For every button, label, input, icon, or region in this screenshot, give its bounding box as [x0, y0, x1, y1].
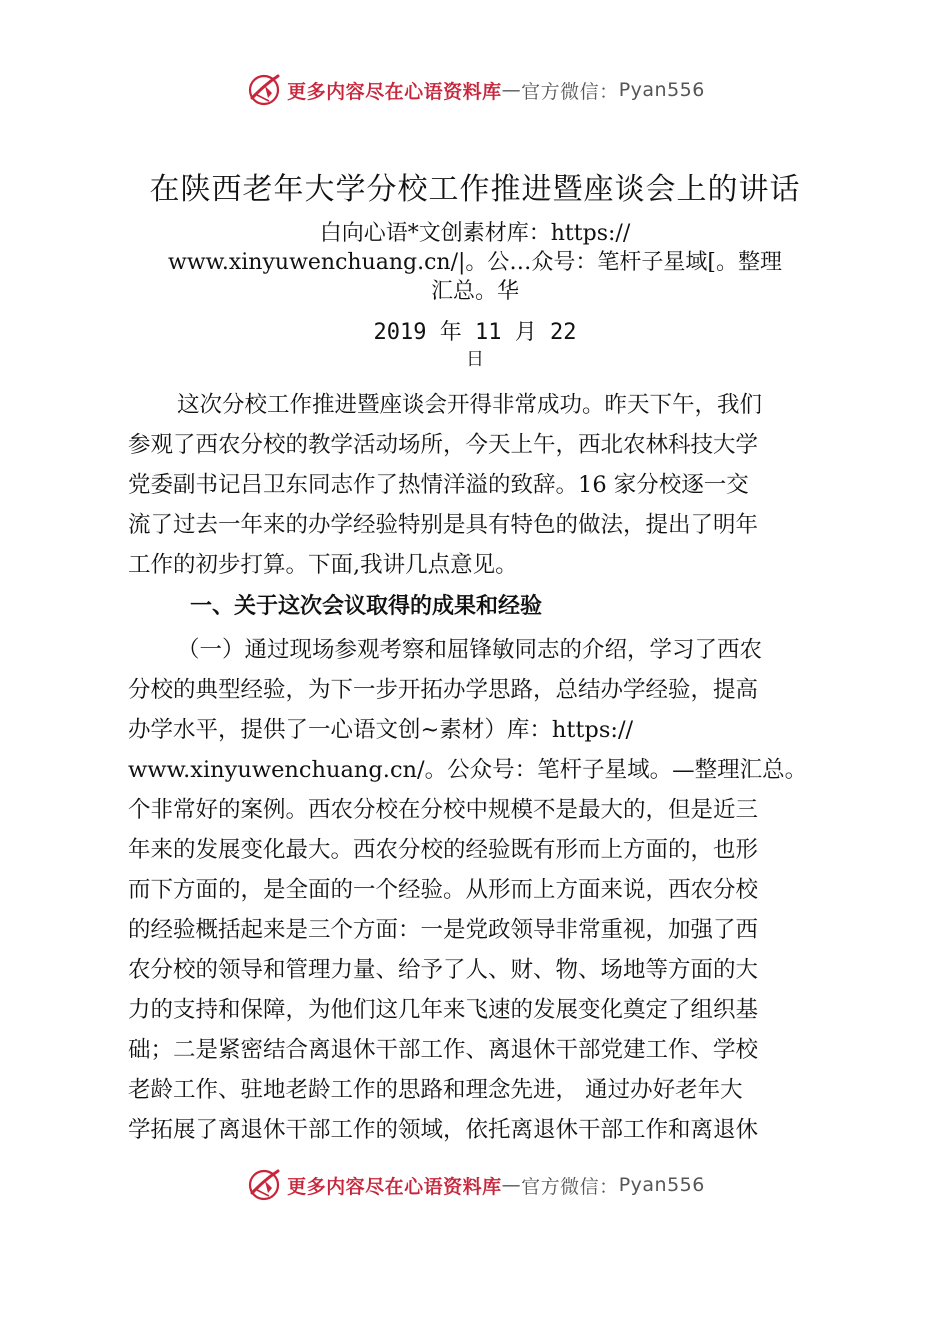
banner-wechat-id: Pyan556 — [618, 1174, 705, 1196]
document-title: 在陕西老年大学分校工作推进暨座谈会上的讲话 — [149, 172, 801, 207]
banner-text — [287, 77, 705, 104]
banner-content — [245, 71, 705, 109]
body-line: www.xinyuwenchuang.cn/。公众号：笔杆子星域。—整理汇总。 — [128, 757, 808, 783]
body-line: 农分校的领导和管理力量、给予了人、财、物、场地等方面的大 — [128, 957, 759, 983]
body-line: 而下方面的，是全面的一个经验。从形而上方面来说，西农分校 — [128, 877, 759, 903]
body-line: 流了过去一年来的办学经验特别是具有特色的做法，提出了明年 — [128, 512, 759, 538]
banner-wechat-id: Pyan556 — [618, 79, 705, 101]
banner-wechat-label: 官方微信： — [521, 80, 619, 103]
body-line: 老龄工作、驻地老龄工作的思路和理念先进， 通过办好老年大 — [128, 1077, 743, 1103]
banner-wechat-label: 官方微信： — [521, 1175, 619, 1198]
pen-nib-logo-icon — [245, 1166, 283, 1204]
source-line-1: 白向心语*文创素材库：https:// — [319, 221, 631, 246]
pen-nib-logo-icon — [245, 71, 283, 109]
body-line: 年来的发展变化最大。西农分校的经验既有形而上方面的，也形 — [128, 837, 759, 863]
body-line: 党委副书记吕卫东同志作了热情洋溢的致辞。16 家分校逐一交 — [128, 472, 749, 498]
body-line: 个非常好的案例。西农分校在分校中规模不是最大的，但是近三 — [128, 797, 759, 823]
document-date-day: 日 — [466, 349, 484, 370]
banner-dash: — — [501, 1174, 522, 1196]
source-line-2: www.xinyuwenchuang.cn/|。公…众号：笔杆子星域[。整理 — [167, 250, 783, 275]
banner-text — [287, 1172, 705, 1199]
top-banner — [0, 70, 950, 110]
document-date: 2019 年 11 月 22 — [373, 320, 577, 345]
body-line: 学拓展了离退休干部工作的领域，依托离退休干部工作和离退休 — [128, 1117, 759, 1143]
source-line-3: 汇总。华 — [430, 279, 519, 304]
body-line: 这次分校工作推进暨座谈会开得非常成功。昨天下午，我们 — [177, 392, 763, 418]
section-heading: 一、关于这次会议取得的成果和经验 — [190, 594, 543, 619]
banner-library-text: 更多内容尽在心语资料库 — [287, 1175, 502, 1198]
body-line: 参观了西农分校的教学活动场所，今天上午，西北农林科技大学 — [128, 432, 759, 458]
body-line: 分校的典型经验，为下一步开拓办学思路，总结办学经验，提高 — [128, 677, 759, 703]
body-line: 础；二是紧密结合离退休干部工作、离退休干部党建工作、学校 — [128, 1037, 759, 1063]
banner-content — [245, 1166, 705, 1204]
body-line: 办学水平，提供了一心语文创~素材）库：https:// — [128, 717, 634, 743]
body-line: 力的支持和保障，为他们这几年来飞速的发展变化奠定了组织基 — [128, 997, 759, 1023]
bottom-banner — [0, 1165, 950, 1205]
banner-library-text: 更多内容尽在心语资料库 — [287, 80, 502, 103]
banner-dash: — — [501, 79, 522, 101]
body-line: 的经验概括起来是三个方面：一是党政领导非常重视，加强了西 — [128, 917, 759, 943]
body-line: （一）通过现场参观考察和屈锋敏同志的介绍，学习了西农 — [177, 637, 763, 663]
body-line: 工作的初步打算。下面,我讲几点意见。 — [128, 552, 518, 578]
